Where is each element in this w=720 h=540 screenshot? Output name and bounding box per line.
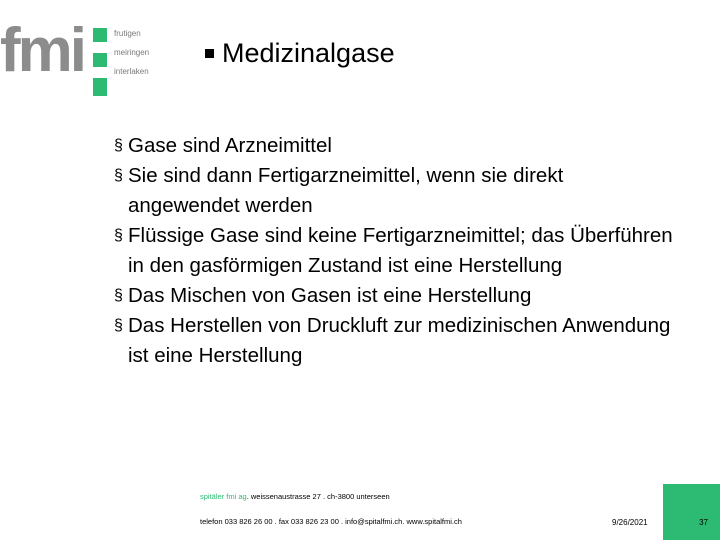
- bullet-item: [114, 131, 674, 161]
- bullet-list: [114, 131, 674, 371]
- logo-bar: [93, 28, 107, 42]
- bullet-text: Flüssige Gase sind keine Fertigarzneimittel; das Überführen in den gasförmigen Zustand ist eine Herstellung: [128, 224, 673, 277]
- bullet-item: [114, 221, 674, 281]
- bullet-item: [114, 161, 674, 221]
- slide-title-row: [205, 36, 395, 70]
- logo-location: meiringen: [114, 48, 150, 57]
- footer-date: 9/26/2021: [612, 518, 648, 527]
- logo-bar: [93, 78, 107, 96]
- footer-address-text: . weissenaustrasse 27 . ch-3800 unterseen: [246, 492, 390, 501]
- logo-location: frutigen: [114, 29, 141, 38]
- footer-contact: telefon 033 826 26 00 . fax 033 826 23 00 . info@spitalfmi.ch. www.spitalfmi.ch: [200, 517, 462, 526]
- logo-locations: [114, 29, 149, 86]
- section-bullet-icon: §: [114, 317, 123, 334]
- logo-location: interlaken: [114, 67, 149, 76]
- bullet-text: Gase sind Arzneimittel: [128, 134, 332, 157]
- bullet-text: Sie sind dann Fertigarzneimittel, wenn sie direkt angewendet werden: [128, 164, 564, 217]
- footer-brand: spitäler fmi ag: [200, 492, 247, 501]
- bullet-text: Das Mischen von Gasen ist eine Herstellung: [128, 284, 532, 307]
- logo-bar: [93, 53, 107, 67]
- section-bullet-icon: §: [114, 227, 123, 244]
- bullet-item: [114, 311, 674, 371]
- bullet-text: Das Herstellen von Druckluft zur medizinischen Anwendung ist eine Herstellung: [128, 314, 671, 367]
- page-number: 37: [699, 518, 708, 527]
- fmi-logo: [0, 16, 170, 85]
- section-bullet-icon: §: [114, 137, 123, 154]
- page-number-box: [663, 484, 720, 540]
- logo-bars: [93, 28, 107, 107]
- bullet-item: [114, 281, 674, 311]
- footer-address: [200, 492, 390, 502]
- square-bullet-icon: [205, 49, 214, 58]
- logo-wordmark: fmi: [0, 16, 84, 85]
- slide-title: Medizinalgase: [222, 38, 395, 68]
- section-bullet-icon: §: [114, 167, 123, 184]
- section-bullet-icon: §: [114, 287, 123, 304]
